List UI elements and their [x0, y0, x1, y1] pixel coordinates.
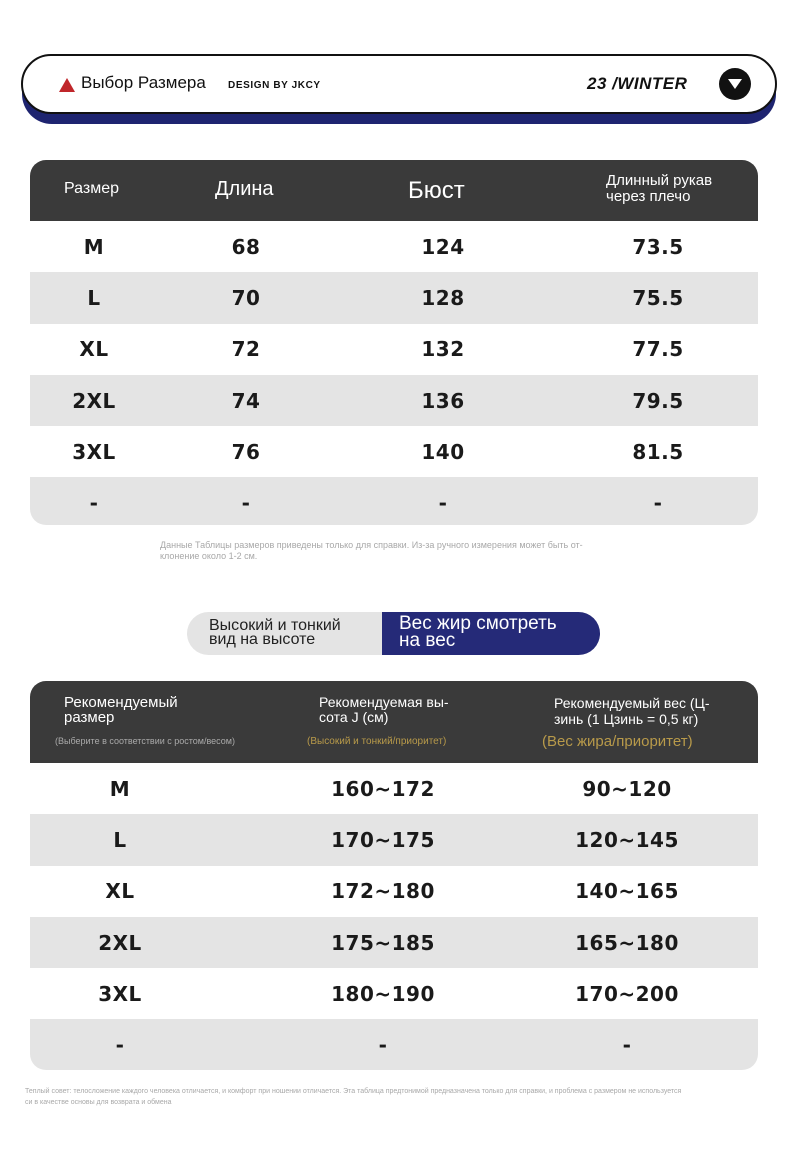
- triangle-icon: [59, 78, 75, 92]
- table-row: [30, 272, 758, 323]
- header-banner: [21, 54, 777, 114]
- size-note: [160, 540, 680, 562]
- table-cell: -: [653, 491, 663, 516]
- table-cell: 2XL: [72, 388, 116, 413]
- table-cell: 172~180: [331, 879, 435, 904]
- table-cell: 180~190: [331, 981, 435, 1006]
- table-cell: L: [87, 285, 101, 310]
- table-cell: 170~175: [331, 827, 435, 852]
- table-cell: -: [89, 491, 99, 516]
- table-cell: XL: [79, 337, 109, 362]
- table-cell: 140~165: [575, 879, 679, 904]
- size-table-header: [30, 160, 758, 221]
- rec-col-size-line1: Рекомендуемый: [64, 694, 178, 711]
- season-label: 23 /WINTER: [587, 74, 688, 93]
- table-row: [30, 968, 758, 1019]
- rec-col-size: [64, 695, 178, 725]
- table-cell: 124: [421, 234, 465, 259]
- rec-col-height-hint: (Высокий и тонкий/приоритет): [307, 736, 447, 747]
- page-title: Выбор Размера: [81, 73, 206, 92]
- size-note-line2: клонение около 1-2 см.: [160, 551, 258, 561]
- table-row: [30, 1019, 758, 1070]
- table-row: [30, 814, 758, 865]
- dropdown-button[interactable]: [719, 68, 751, 100]
- table-cell: 128: [421, 285, 465, 310]
- table-cell: 73.5: [632, 234, 684, 259]
- toggle-left-line2: вид на высоте: [209, 631, 316, 648]
- table-cell: 175~185: [331, 930, 435, 955]
- table-cell: 76: [231, 439, 261, 464]
- design-credit: DESIGN BY JKCY: [228, 80, 321, 91]
- recommendation-table: [30, 681, 758, 1070]
- chevron-down-icon: [728, 79, 742, 89]
- col-length: Длина: [215, 178, 274, 200]
- rec-col-weight: [554, 695, 710, 727]
- table-cell: -: [115, 1033, 125, 1058]
- table-cell: 90~120: [582, 776, 672, 801]
- rec-col-height: [319, 695, 449, 725]
- col-sleeve-label: Длинный рукав через плечо: [606, 172, 713, 205]
- table-cell: -: [438, 491, 448, 516]
- table-cell: 70: [231, 285, 261, 310]
- table-cell: 77.5: [632, 337, 684, 362]
- table-row: [30, 477, 758, 525]
- col-sleeve: [606, 173, 746, 205]
- toggle-right-line2: на вес: [399, 630, 456, 651]
- table-cell: 74: [231, 388, 261, 413]
- table-row: [30, 221, 758, 272]
- toggle-left-line1: Высокий и тонкий: [209, 617, 341, 634]
- table-cell: L: [113, 827, 127, 852]
- table-cell: 170~200: [575, 981, 679, 1006]
- table-cell: -: [241, 491, 251, 516]
- table-row: [30, 375, 758, 426]
- table-cell: 136: [421, 388, 465, 413]
- table-cell: 120~145: [575, 827, 679, 852]
- table-row: [30, 426, 758, 477]
- table-row: [30, 324, 758, 375]
- table-cell: M: [83, 234, 105, 259]
- rec-table-body: [30, 763, 758, 1070]
- size-note-line1: Данные Таблицы размеров приведены только для справки. Из-за ручного измерения может быть от-: [160, 540, 583, 550]
- table-cell: 72: [231, 337, 261, 362]
- table-cell: 132: [421, 337, 465, 362]
- toggle-right-line1: Вес жир смотреть: [399, 613, 557, 634]
- table-cell: M: [109, 776, 131, 801]
- rec-col-size-line2: размер: [64, 709, 115, 726]
- size-table-body: [30, 221, 758, 525]
- col-bust: Бюст: [408, 177, 465, 204]
- table-cell: 75.5: [632, 285, 684, 310]
- toggle-height-option[interactable]: [187, 612, 382, 655]
- table-row: [30, 917, 758, 968]
- table-cell: XL: [105, 879, 135, 904]
- rec-note: [25, 1086, 765, 1108]
- table-cell: 3XL: [98, 981, 142, 1006]
- col-size: Размер: [64, 180, 119, 197]
- table-cell: 140: [421, 439, 465, 464]
- rec-note-line2: си в качестве основы для возврата и обмена: [25, 1099, 172, 1106]
- size-table: [30, 160, 758, 525]
- rec-col-weight-line2: зинь (1 Цзинь = 0,5 кг): [554, 711, 699, 727]
- table-cell: 68: [231, 234, 261, 259]
- table-cell: 2XL: [98, 930, 142, 955]
- table-row: [30, 866, 758, 917]
- rec-table-header: [30, 681, 758, 763]
- rec-col-height-line2: сота J (см): [319, 709, 389, 725]
- table-cell: 160~172: [331, 776, 435, 801]
- table-cell: -: [622, 1033, 632, 1058]
- table-row: [30, 763, 758, 814]
- table-cell: 165~180: [575, 930, 679, 955]
- rec-note-line1: Теплый совет: телосложение каждого человека отличается, и комфорт при ношении отличается. Эта таблица предтонимой предназначена только для справки, и проблема с размером не используется: [25, 1088, 682, 1095]
- table-cell: 3XL: [72, 439, 116, 464]
- table-cell: 79.5: [632, 388, 684, 413]
- recommendation-toggle[interactable]: [187, 612, 600, 655]
- table-cell: 81.5: [632, 439, 684, 464]
- rec-col-size-hint: (Выберите в соответствии с ростом/весом): [55, 736, 235, 746]
- rec-col-weight-line1: Рекомендуемый вес (Ц-: [554, 695, 710, 711]
- toggle-weight-option[interactable]: [382, 612, 600, 655]
- table-cell: -: [378, 1033, 388, 1058]
- rec-col-weight-hint: (Вес жира/приоритет): [542, 733, 693, 750]
- rec-col-height-line1: Рекомендуемая вы-: [319, 694, 449, 710]
